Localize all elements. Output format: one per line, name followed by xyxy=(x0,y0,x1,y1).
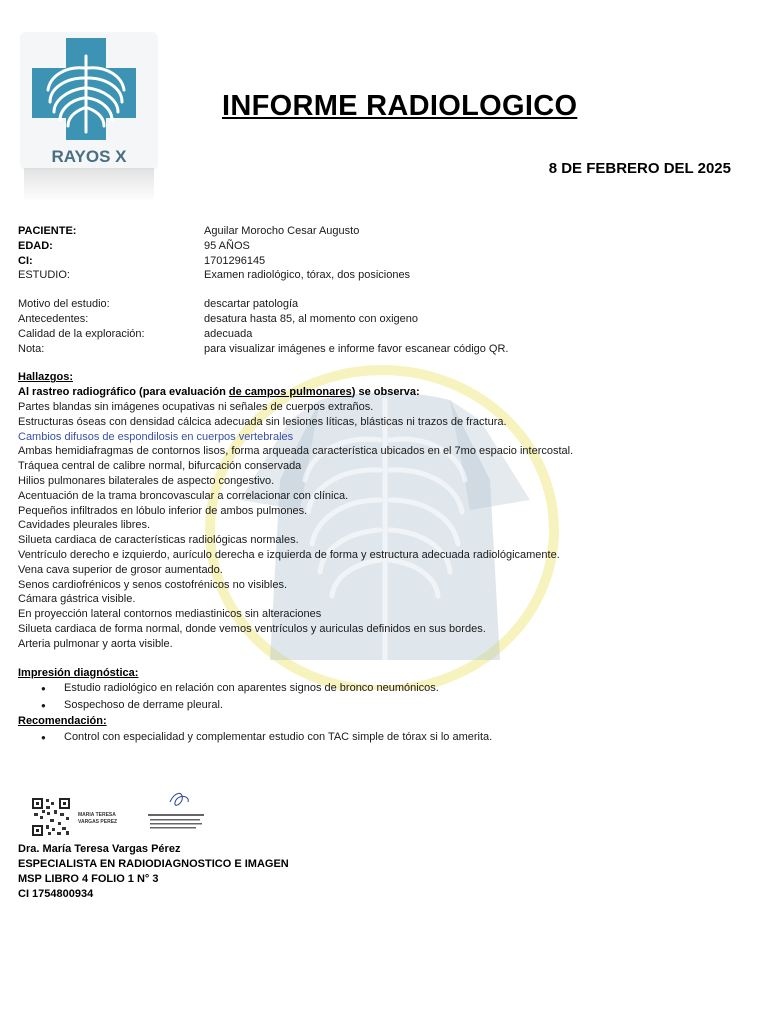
finding-line: Arteria pulmonar y aorta visible. xyxy=(18,637,173,650)
finding-line: Acentuación de la trama broncovascular a correlacionar con clínica. xyxy=(18,489,349,502)
rayos-x-logo xyxy=(20,32,158,202)
impression-list xyxy=(18,680,738,714)
finding-line: Cambios difusos de espondilosis en cuerpos vertebrales xyxy=(18,430,294,443)
doctor-block xyxy=(18,842,289,902)
doctor-name: Dra. María Teresa Vargas Pérez xyxy=(18,843,181,855)
qr-code-icon[interactable] xyxy=(32,798,70,836)
detail-row-note xyxy=(18,342,738,357)
patient-value: Aguilar Morocho Cesar Augusto xyxy=(204,225,360,237)
finding-line: Estructuras óseas con densidad cálcica adecuada sin lesiones líticas, blásticas ni trazos de fractura. xyxy=(18,415,507,428)
finding-line: Ambas hemidiafragmas de contornos lisos, forma arqueada característica ubicados en el 7mo espacio intercostal. xyxy=(18,445,574,458)
detail-row-reason xyxy=(18,297,738,312)
doctor-ci: CI 1754800934 xyxy=(18,888,94,900)
reason-value: descartar patología xyxy=(204,298,299,311)
study-value: Examen radiológico, tórax, dos posiciones xyxy=(204,269,411,282)
finding-line: Cavidades pleurales libres. xyxy=(18,519,151,532)
finding-line: Silueta cardiaca de características radiológicas normales. xyxy=(18,534,299,547)
finding-line: Silueta cardiaca de forma normal, donde vemos ventrículos y auriculas definidos en sus bordes. xyxy=(18,622,486,635)
doctor-specialty: ESPECIALISTA EN RADIODIAGNOSTICO E IMAGEN xyxy=(18,858,289,870)
findings-intro-underlined: de campos pulmonares xyxy=(228,386,352,399)
finding-line: Ventrículo derecho e izquierdo, aurículo derecha e izquierda de forma y estructura adecuada radiológicamente. xyxy=(18,548,560,561)
detail-row-history xyxy=(18,312,738,327)
finding-line: Tráquea central de calibre normal, bifurcación conservada xyxy=(18,460,302,473)
patient-row-study xyxy=(18,268,738,283)
ci-value: 1701296145 xyxy=(204,254,266,267)
impression-heading: Impresión diagnóstica: xyxy=(18,666,139,679)
page-title: INFORME RADIOLOGICO xyxy=(222,90,578,122)
report-body xyxy=(18,224,738,746)
history-value: desatura hasta 85, al momento con oxigeno xyxy=(204,312,419,325)
quality-label: Calidad de la exploración: xyxy=(18,327,145,340)
finding-line: Senos cardiofrénicos y senos costofrénicos no visibles. xyxy=(18,578,288,591)
recommendation-item: ● Control con especialidad y complementar estudio con TAC simple de tórax si lo amerita. xyxy=(64,729,738,746)
logo-text: RAYOS X xyxy=(51,147,127,166)
recommendation-list xyxy=(18,729,738,746)
study-label: ESTUDIO: xyxy=(18,269,70,282)
age-value: 95 AÑOS xyxy=(204,239,250,252)
recommendation-heading: Recomendación: xyxy=(18,715,107,728)
ci-label: CI: xyxy=(18,254,33,267)
xray-cross-logo-icon xyxy=(20,32,158,202)
finding-line: En proyección lateral contornos mediastinicos sin alteraciones xyxy=(18,608,322,621)
stamp-name-line2: VARGAS PEREZ xyxy=(78,819,118,825)
finding-line: Vena cava superior de grosor aumentado. xyxy=(18,563,223,576)
finding-line: Partes blandas sin imágenes ocupativas ni señales de cuerpos extraños. xyxy=(18,400,374,413)
quality-value: adecuada xyxy=(204,327,253,340)
findings-intro xyxy=(18,385,738,400)
stamp-name-line1: MARIA TERESA xyxy=(78,812,116,818)
qr-signature-graphic xyxy=(24,786,224,838)
signature-block xyxy=(24,786,224,838)
note-value: para visualizar imágenes e informe favor escanear código QR. xyxy=(204,342,509,355)
finding-line: Hilios pulmonares bilaterales de aspecto congestivo. xyxy=(18,474,275,487)
report-date: 8 DE FEBRERO DEL 2025 xyxy=(548,160,731,177)
impression-item: ● Estudio radiológico en relación con aparentes signos de bronco neumónicos. xyxy=(64,680,738,697)
patient-row-ci xyxy=(18,254,738,269)
findings-heading: Hallazgos: xyxy=(18,371,74,384)
findings-intro-part: Al rastreo radiográfico (para evaluación xyxy=(18,386,229,399)
reason-label: Motivo del estudio: xyxy=(18,298,110,311)
history-label: Antecedentes: xyxy=(18,312,89,325)
finding-line: Pequeños infiltrados en lóbulo inferior de ambos pulmones. xyxy=(18,504,308,517)
patient-row-age xyxy=(18,239,738,254)
patient-label: PACIENTE: xyxy=(18,225,77,237)
impression-item: ● Sospechoso de derrame pleural. xyxy=(64,697,738,714)
patient-row-name xyxy=(18,224,738,239)
age-label: EDAD: xyxy=(18,239,53,252)
doctor-registry: MSP LIBRO 4 FOLIO 1 N° 3 xyxy=(18,873,159,885)
finding-line: Cámara gástrica visible. xyxy=(18,593,136,606)
signature-icon xyxy=(170,793,188,805)
detail-row-quality xyxy=(18,327,738,342)
findings-intro-end: ) se observa: xyxy=(351,386,420,399)
note-label: Nota: xyxy=(18,342,45,355)
